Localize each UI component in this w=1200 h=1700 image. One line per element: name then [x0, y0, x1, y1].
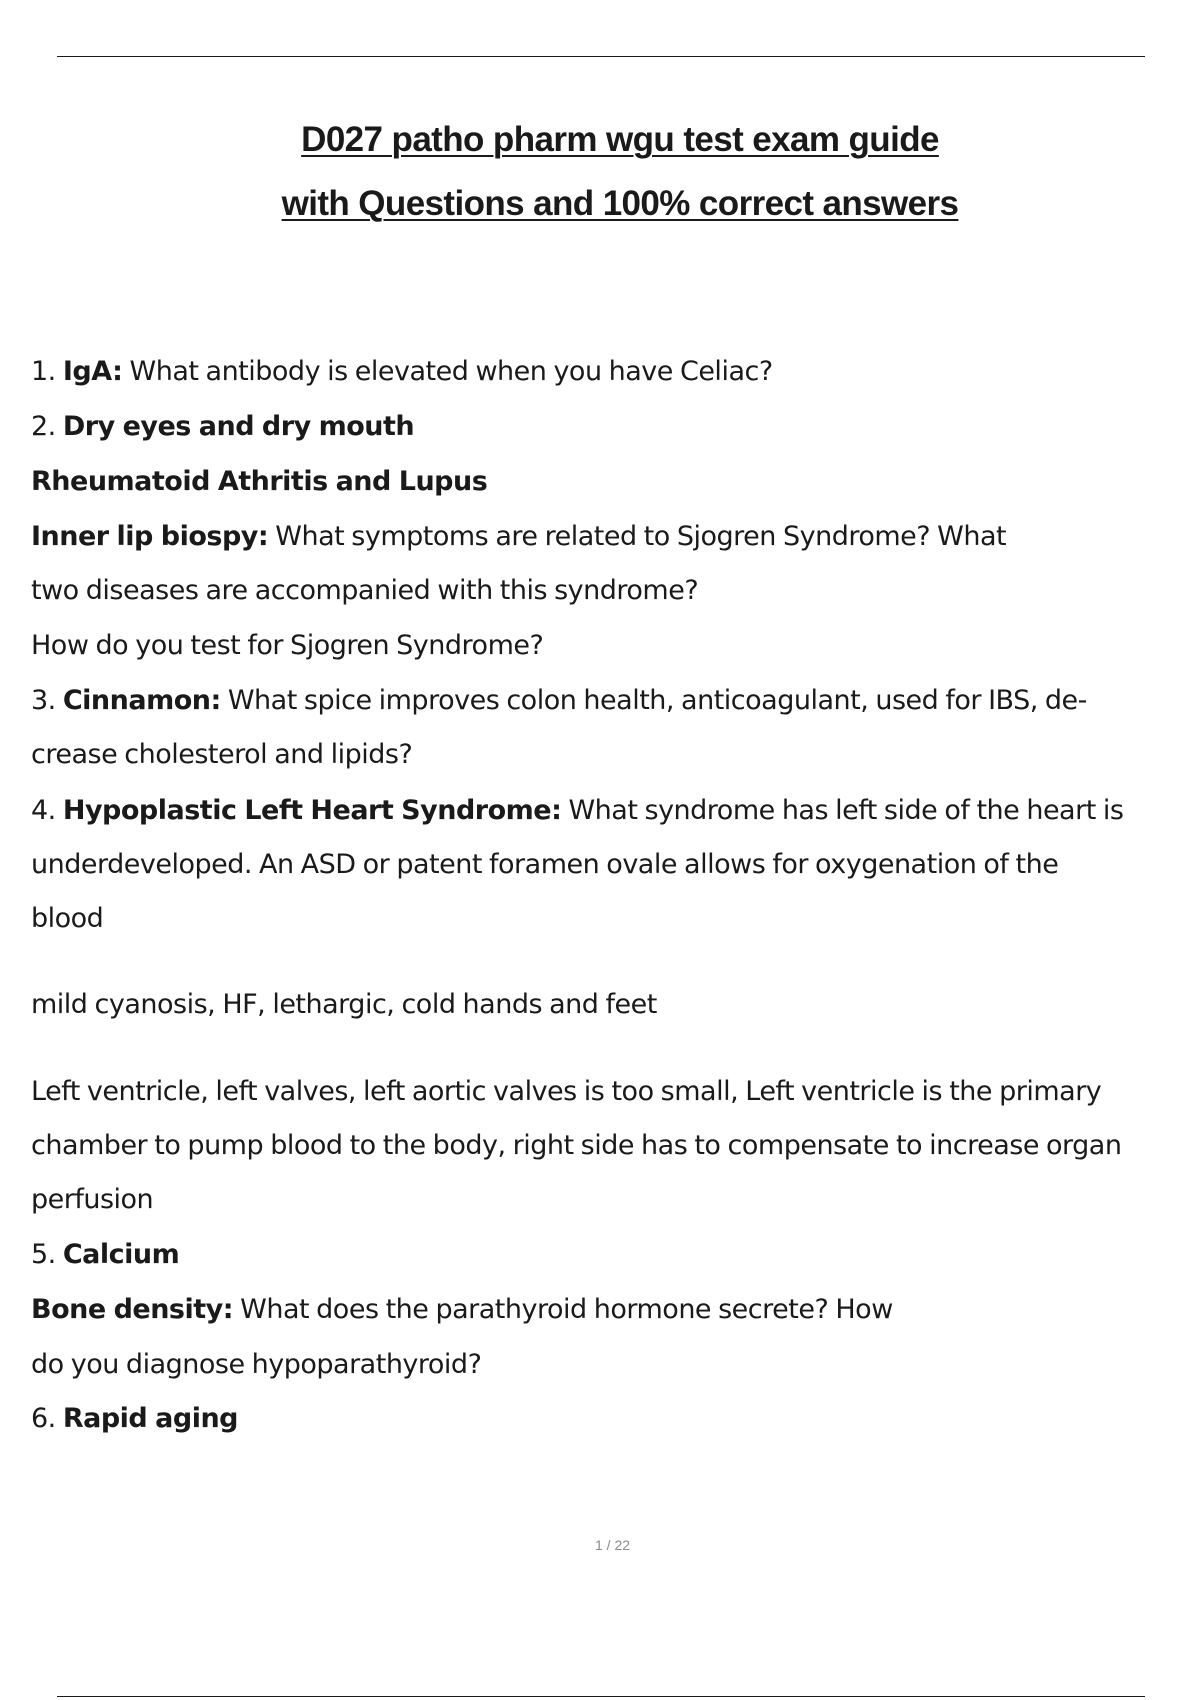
title-line-1: D027 patho pharm wgu test exam guide: [301, 120, 939, 159]
list-item-1: 1. IgA: What antibody is elevated when you have Celiac?: [31, 356, 773, 387]
question-text-line: perfusion: [31, 1184, 154, 1215]
list-item-5-answer-2: [31, 1293, 893, 1327]
list-item-5: 5. Calcium: [31, 1239, 180, 1270]
question-text: What syndrome has left side of the heart is: [561, 795, 1124, 826]
list-item-6: 6. Rapid aging: [31, 1403, 239, 1434]
question-text-line: underdeveloped. An ASD or patent foramen ovale allows for oxygenation of the: [31, 849, 1059, 880]
list-item-2-answer-2: [31, 465, 487, 499]
page-number: 1 / 22: [594, 1537, 631, 1553]
question-text-line: crease cholesterol and lipids?: [31, 739, 413, 770]
page-title: [0, 108, 1200, 236]
answer-text: Hypoplastic Left Heart Syndrome:: [62, 795, 562, 826]
answer-text: Bone density:: [31, 1294, 234, 1325]
answer-text: Rapid aging: [62, 1403, 239, 1434]
question-text: What does the parathyroid hormone secrete? How: [233, 1294, 893, 1325]
question-text-line: chamber to pump blood to the body, right side has to compensate to increase organ: [31, 1130, 1122, 1161]
answer-text: IgA:: [62, 356, 123, 387]
top-divider: [57, 56, 1145, 57]
question-text-line: blood: [31, 903, 104, 934]
answer-text: Calcium: [62, 1239, 180, 1270]
answer-text: Rheumatoid Athritis and Lupus: [31, 466, 488, 497]
question-text: What symptoms are related to Sjogren Syndrome? What: [268, 521, 1007, 552]
question-text-line: mild cyanosis, HF, lethargic, cold hands and feet: [31, 989, 657, 1020]
list-item-4: 4. Hypoplastic Left Heart Syndrome: What syndrome has left side of the heart is: [31, 795, 1124, 826]
question-text-line: do you diagnose hypoparathyroid?: [31, 1349, 482, 1380]
bottom-divider: [57, 1696, 1145, 1697]
question-text-line: Left ventricle, left valves, left aortic valves is too small, Left ventricle is the primary: [31, 1076, 1102, 1107]
answer-text: Dry eyes and dry mouth: [62, 411, 415, 442]
list-item-2-answer-3: [31, 520, 1006, 554]
answer-text: Inner lip biospy:: [31, 521, 269, 552]
question-text-line: How do you test for Sjogren Syndrome?: [31, 630, 544, 661]
list-item-2: 2. Dry eyes and dry mouth: [31, 411, 415, 442]
list-item-3: 3. Cinnamon: What spice improves colon health, anticoagulant, used for IBS, de-: [31, 685, 1087, 716]
question-text: What spice improves colon health, anticoagulant, used for IBS, de-: [220, 685, 1087, 716]
question-text-line: two diseases are accompanied with this syndrome?: [31, 575, 699, 606]
question-text: What antibody is elevated when you have Celiac?: [122, 356, 773, 387]
title-line-2: with Questions and 100% correct answers: [281, 184, 959, 223]
answer-text: Cinnamon:: [62, 685, 221, 716]
